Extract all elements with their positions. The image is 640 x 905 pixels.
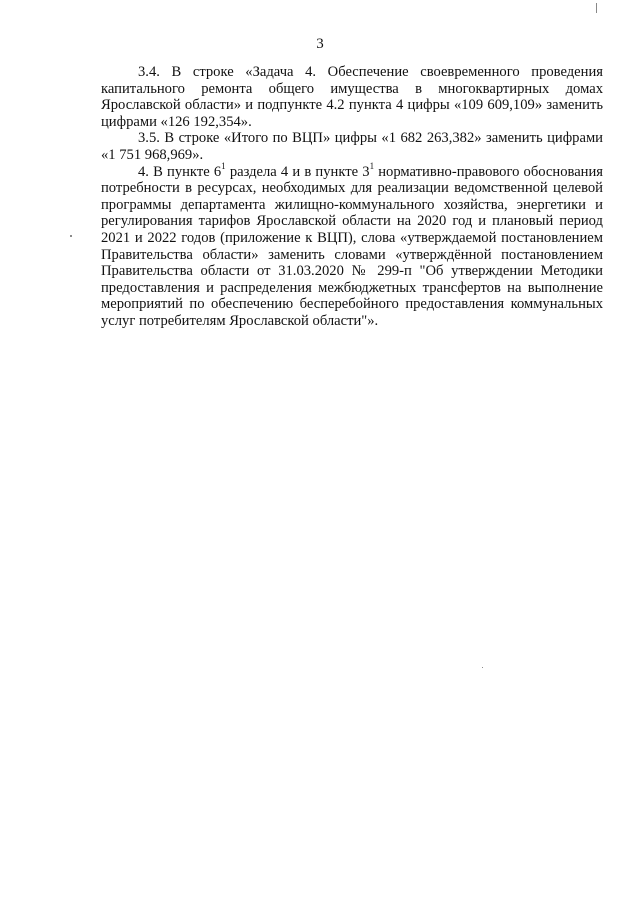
paragraph-4-text-part: нормативно-правового обоснования потребности в ресурсах, необходимых для реализации ведомственной целевой программы департамента жилищно-коммунального хозяйства, энергетики и регулирования тарифов Ярославской области на 2020 год и плановый период 2021 и 2022 годов (приложение к ВЦП), слова «утверждаемой постановлением Правительства области» заменить словами «утверждённой постановлением Правительства области от 31.03.2020 № 299-п "Об утверждении Методики предоставления и распределения межбюджетных трансфертов на выполнение мероприятий по обеспечению бесперебойного предоставления коммунальных услуг потребителям Ярославской области"». — [101, 163, 604, 329]
document-body — [101, 64, 603, 330]
scan-speck — [482, 667, 483, 668]
paragraph-4-text-part: 4. В пункте 6 — [138, 163, 222, 180]
page-number: 3 — [316, 36, 324, 52]
paragraph-3-5: 3.5. В строке «Итого по ВЦП» цифры «1 682 263,382» заменить цифрами «1 751 968,969». — [101, 130, 603, 163]
paragraph-3-4: 3.4. В строке «Задача 4. Обеспечение своевременного проведения капитального ремонта общего имущества в многоквартирных домах Ярославской области» и подпункте 4.2 пункта 4 цифры «109 609,109» заменить цифрами «126 192,354». — [101, 64, 603, 130]
paragraph-4-text-part: раздела 4 и в пункте 3 — [225, 163, 370, 180]
superscript: 1 — [221, 160, 226, 171]
scan-edge-mark — [596, 3, 597, 13]
superscript: 1 — [369, 160, 375, 171]
paragraph-4 — [101, 160, 604, 330]
scan-speck — [70, 235, 72, 237]
